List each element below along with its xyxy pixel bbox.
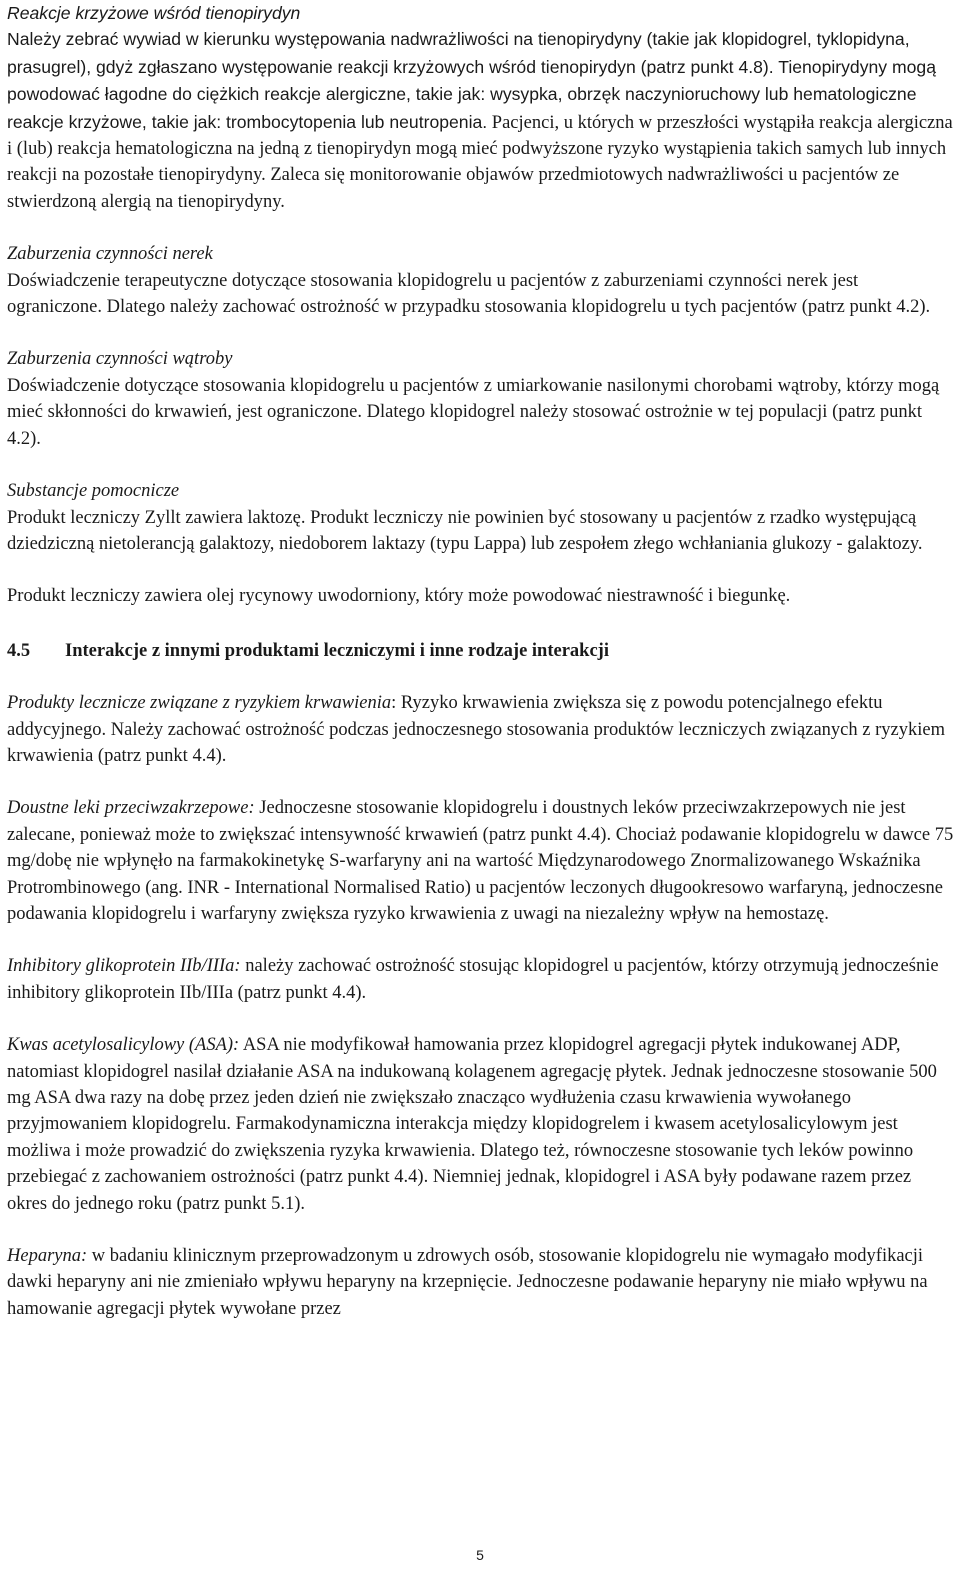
section-title-cross-reactions: Reakcje krzyżowe wśród tienopirydyn xyxy=(7,3,301,23)
paragraph-asa: Kwas acetylosalicylowy (ASA): ASA nie modyfikował hamowania przez klopidogrel agregacji płytek indukowanej ADP, natomiast klopidogrel nasilał działanie ASA na indukowaną kolagenem agregację płytek. Jednak jednoczesne stosowanie 500 mg ASA dwa razy na dobę przez jeden dzień nie zwiększało znacząco wydłużenia czasu krwawienia wywołanego przyjmowaniem klopidogrelu. Farmakodynamiczna interakcja między klopidogrelem i kwasem acetylosalicylowym jest możliwa i może prowadzić do zwiększenia ryzyka krwawienia. Dlatego też, równoczesne stosowanie tych leków powinno przebiegać z zachowaniem ostrożności (patrz punkt 4.4). Niemniej jednak, klopidogrel i ASA były podawane razem przez okres do jednego roku (patrz punkt 5.1). xyxy=(7,1035,937,1214)
paragraph-bleeding-risk: Produkty lecznicze związane z ryzykiem krwawienia: Ryzyko krwawienia zwiększa się z powodu potencjalnego efektu addycyjnego. Należy zachować ostrożność podczas jednoczesnego stosowania produktów leczniczych związanych z ryzykiem krwawienia (patrz punkt 4.4). xyxy=(7,693,945,766)
page-number: 5 xyxy=(476,1547,484,1563)
paragraph-renal: Doświadczenie terapeutyczne dotyczące stosowania klopidogrelu u pacjentów z zaburzeniami czynności nerek jest ograniczone. Dlatego należy zachować ostrożność w przypadku stosowania klopidogrelu u tych pacjentów (patrz punkt 4.2). xyxy=(7,270,931,318)
section-title-hepatic: Zaburzenia czynności wątroby xyxy=(7,349,233,370)
section-title-renal: Zaburzenia czynności nerek xyxy=(7,244,213,265)
paragraph-gp-iib-iiia: Inhibitory glikoprotein IIb/IIIa: należy zachować ostrożność stosując klopidogrel u pacjentów, którzy otrzymują jednocześnie inhibitory glikoprotein IIb/IIIa (patrz punkt 4.4). xyxy=(7,956,939,1003)
paragraph-hepatic: Doświadczenie dotyczące stosowania klopidogrelu u pacjentów z umiarkowanie nasilonymi chorobami wątroby, którzy mogą mieć skłonności do krwawień, jest ograniczone. Dlatego klopidogrel należy stosować ostrożnie w tej populacji (patrz punkt 4.2). xyxy=(7,375,940,449)
section-number: 4.5 xyxy=(7,640,31,661)
section-heading-4-5 xyxy=(7,638,955,664)
paragraph-heparin: Heparyna: w badaniu klinicznym przeprowadzonym u zdrowych osób, stosowanie klopidogrelu nie wymagało modyfikacji dawki heparyny ani nie zmieniało wpływu heparyny na krzepnięcie. Jednoczesne podawanie heparyny nie miało wpływu na hamowanie agregacji płytek wywołane przez xyxy=(7,1246,928,1319)
paragraph-excipients-castor-oil: Produkt leczniczy zawiera olej rycynowy uwodorniony, który może powodować niestrawność i biegunkę. xyxy=(7,586,791,607)
document-page xyxy=(7,0,955,1322)
paragraph-excipients-lactose: Produkt leczniczy Zyllt zawiera laktozę. Produkt leczniczy nie powinien być stosowany u pacjentów z rzadko występującą dziedziczną nietolerancją galaktozy, niedoborem laktazy (typu Lappa) lub zespołem złego wchłaniania glukozy - galaktozy. xyxy=(7,507,923,554)
section-heading-text: Interakcje z innymi produktami leczniczymi i inne rodzaje interakcji xyxy=(65,640,609,661)
paragraph-cross-reactions: Należy zebrać wywiad w kierunku występowania nadwrażliwości na tienopirydyny (takie jak klopidogrel, tyklopidyna, prasugrel), gdyż zgłaszano występowanie reakcji krzyżowych wśród tienopirydyn (patrz punkt 4.8). Tienopirydyny mogą powodować łagodne do ciężkich reakcje alergiczne, takie jak: wysypka, obrzęk naczynioruchowy lub hematologiczne reakcje krzyżowe, takie jak: trombocytopenia lub neutropenia. Pacjenci, u których w przeszłości wystąpiła reakcja alergiczna i (lub) reakcja hematologiczna na jedną z tienopirydyn mogą mieć podwyższone ryzyko wystąpienia takich samych lub innych reakcji na pozostałe tienopirydyny. Zaleca się monitorowanie objawów przedmiotowych nadwrażliwości u pacjentów ze stwierdzoną alergią na tienopirydyny. xyxy=(7,29,953,212)
section-title-excipients: Substancje pomocnicze xyxy=(7,481,180,502)
paragraph-oral-anticoagulants: Doustne leki przeciwzakrzepowe: Jednoczesne stosowanie klopidogrelu i doustnych leków przeciwzakrzepowych nie jest zalecane, ponieważ może to zwiększać intensywność krwawień (patrz punkt 4.4). Chociaż podawanie klopidogrelu w dawce 75 mg/dobę nie wpłynęło na farmakokinetykę S-warfaryny ani na wartość Międzynarodowego Znormalizowanego Wskaźnika Protrombinowego (ang. INR - International Normalised Ratio) u pacjentów leczonych długookresowo warfaryną, jednoczesne podawania klopidogrelu i warfaryny zwiększa ryzyko krwawienia z uwagi na niezależny wpływ na hemostazę. xyxy=(7,798,954,924)
